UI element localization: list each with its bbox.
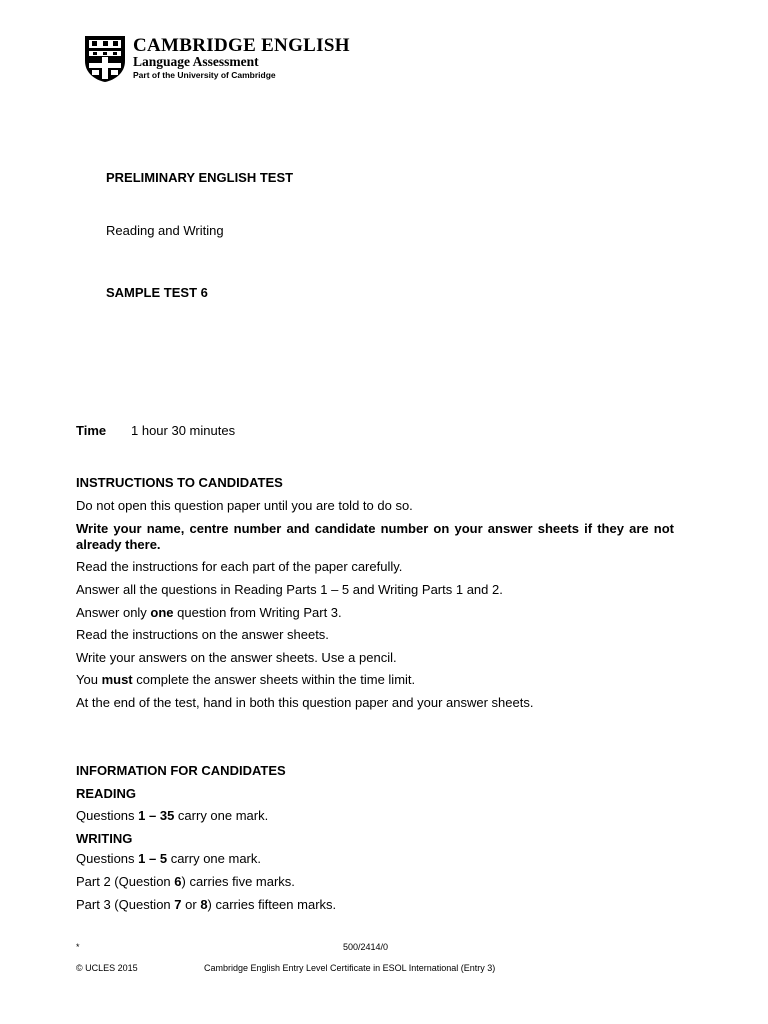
- cambridge-logo: [83, 35, 383, 85]
- emphasis: 7: [174, 897, 182, 912]
- info-line: [76, 874, 295, 889]
- text-run: carry one mark.: [167, 851, 261, 866]
- cambridge-shield-icon: [83, 35, 127, 83]
- reading-heading: READING: [76, 786, 136, 801]
- text-run: Part 3 (Question: [76, 897, 175, 912]
- instruction-line: Read the instructions for each part of the paper carefully.: [76, 559, 403, 574]
- time-label: Time: [76, 423, 107, 438]
- sample-test-label: SAMPLE TEST 6: [106, 285, 208, 300]
- info-line: [76, 808, 268, 823]
- text-run: question from Writing Part 3.: [173, 605, 342, 620]
- time-value: 1 hour 30 minutes: [131, 423, 236, 438]
- logo-subtitle: Language Assessment: [133, 54, 259, 69]
- emphasis: 1 – 5: [138, 851, 168, 866]
- emphasis: 1 – 35: [138, 808, 175, 823]
- instruction-line: [76, 672, 415, 687]
- emphasis: one: [150, 605, 174, 620]
- instruction-line: Answer all the questions in Reading Parts 1 – 5 and Writing Parts 1 and 2.: [76, 582, 503, 597]
- instruction-line: At the end of the test, hand in both this question paper and your answer sheets.: [76, 695, 534, 710]
- emphasis: 6: [174, 874, 182, 889]
- test-name: PRELIMINARY ENGLISH TEST: [106, 170, 294, 185]
- emphasis: must: [101, 672, 133, 687]
- text-run: carry one mark.: [174, 808, 269, 823]
- text-run: Part 2 (Question: [76, 874, 175, 889]
- footer-copyright: © UCLES 2015: [76, 963, 138, 973]
- footer-asterisk: *: [76, 942, 80, 952]
- text-run: Questions: [76, 851, 139, 866]
- info-line: [76, 851, 261, 866]
- instruction-bold-line: Write your name, centre number and candidate number on your answer sheets if they are not already there.: [76, 521, 674, 552]
- text-run: Questions: [76, 808, 139, 823]
- instructions-heading: INSTRUCTIONS TO CANDIDATES: [76, 475, 283, 490]
- instruction-line: Do not open this question paper until you are told to do so.: [76, 498, 413, 513]
- text-run: ) carries five marks.: [181, 874, 295, 889]
- text-run: complete the answer sheets within the time limit.: [132, 672, 416, 687]
- info-line: [76, 897, 336, 912]
- text-run: Answer only: [76, 605, 151, 620]
- information-heading: INFORMATION FOR CANDIDATES: [76, 763, 286, 778]
- instruction-line: Read the instructions on the answer sheets.: [76, 627, 329, 642]
- text-run: You: [76, 672, 102, 687]
- emphasis: 8: [200, 897, 208, 912]
- logo-tagline: Part of the University of Cambridge: [133, 70, 276, 80]
- logo-title: CAMBRIDGE ENGLISH: [133, 35, 350, 56]
- footer-certificate: Cambridge English Entry Level Certificate in ESOL International (Entry 3): [204, 963, 496, 973]
- paper-name: Reading and Writing: [106, 223, 224, 238]
- instruction-line: [76, 605, 342, 620]
- text-run: or: [181, 897, 201, 912]
- instruction-line: Write your answers on the answer sheets. Use a pencil.: [76, 650, 397, 665]
- writing-heading: WRITING: [76, 831, 133, 846]
- footer-code: 500/2414/0: [343, 942, 389, 952]
- text-run: ) carries fifteen marks.: [207, 897, 337, 912]
